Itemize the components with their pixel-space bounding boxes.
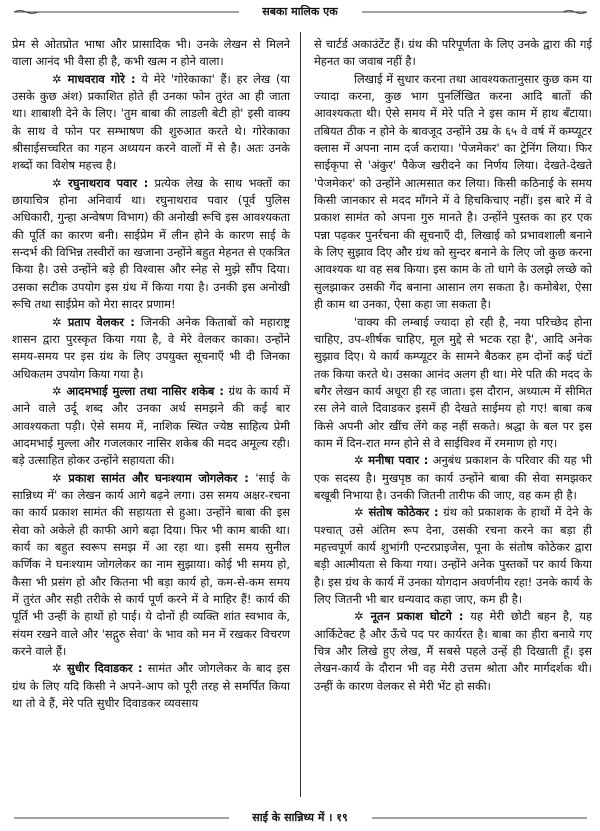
section-paragraph (12, 470, 290, 661)
paragraph-text: ग्रंथ के कार्य में आने वाले उर्दू शब्द और उनका अर्थ समझने की कई बार आवश्यकता पड़ी। ऐसे समय में, नाशिक स्थित ज्येष्ठ साहित्य प्रेमी आदमभाई मुल्ला और गजलकार नासिर शकेब की मदद अमूल्य रही। बड़े उत्साहित होकर उन्होंने सहायता की। (12, 383, 290, 468)
body-paragraph (314, 314, 592, 453)
paragraph-text: अनुबंध प्रकाशन के परिवार की यह भी एक सदस्य है। मुखपृष्ठ का कार्य उन्होंने बाबा की सेवा समझकर बखूबी निभाया है। उनकी जितनी तारीफ की जाए, वह कम ही है। (314, 453, 592, 502)
paragraph-text: यह मेरी छोटी बहन है, यह आर्किटेक्ट है और ऊँचे पद पर कार्यरत है। बाबा का हीरा बनाये गए चित्र और लिखे हुए लेख, मैं सबसे पहले उन्हें ही दिखाती हूँ। इस लेखन-कार्य के दौरान भी वह मेरी उत्तम श्रोता और मार्गदर्शक थी। उन्हीं के कारण वेलकर से मेरी भेंट हो सकी। (314, 609, 592, 693)
paragraph-text: सामंत और जोगलेकर के बाद इस ग्रंथ के लिए यदि किसी ने अपने-आप को पूरी तरह से समर्पित किया था तो वे हैं, मेरे पति सुधीर दिवाडकर व्यवसाय (12, 661, 291, 711)
section-heading: ✲ आदमभाई मुल्ला तथा नासिर शकेब : (52, 383, 224, 398)
page-header-title: सबका मालिक एक (262, 5, 338, 18)
section-heading: ✲ संतोष कोठेकर : (354, 505, 439, 520)
body-paragraph (314, 36, 592, 71)
section-paragraph (12, 383, 290, 470)
paragraph-text: ग्रंथ को प्रकाशक के हाथों में देने के पश्चात् उसे अंतिम रूप देना, उसकी रचना करने का बड़ा ही महत्त्वपूर्ण कार्य शुभांगी एन्टरप्राइजेस, पूना के संतोष कोठेकर द्वारा बड़ी आत्मीयता से किया गया। उन्होंने अनेक पुस्तकों पर कार्य किया है। इस ग्रंथ के कार्य में उनका योगदान अवर्णनीय रहा! उनके कार्य के लिए जितनी भी बार धन्यवाद कहा जाए, कम ही है। (314, 505, 592, 606)
section-heading: ✲ प्रकाश सामंत और घनःश्याम जोगलेकर : (52, 470, 249, 485)
section-heading: ✲ प्रताप वेलकर : (52, 314, 135, 329)
paragraph-text: जिनकी अनेक किताबों को महाराष्ट्र शासन द्वारा पुरस्कृत किया गया है, वे मेरे वेलकर काका। उन्होंने समय-समय पर इस ग्रंथ के लिए उपयुक्त सूचनाएँ भी दी जिनका अधिकतम उपयोग किया गया है। (12, 314, 290, 381)
section-paragraph (12, 660, 290, 712)
left-column (12, 36, 290, 712)
body-paragraph (314, 71, 592, 314)
section-heading: ✲ माधवराव गोरे : (52, 71, 136, 86)
paragraph-text: ये मेरे 'गोरेकाका' हैं। हर लेख (या उसके कुछ अंश) प्रकाशित होते ही उनका फोन तुरंत आ ही जाता था। शाबाशी देने के लिए। 'तुम बाबा की लाडली बेटी हो' इसी वाक्य के साथ वे फोन पर सम्भाषण की शुरुआत करते थे। गोरेकाका श्रीसाईसच्चरित का गहन अध्ययन करने वालों में से है। अतः उनके शब्दों का विशेष महत्त्व है। (12, 71, 290, 173)
paragraph-text: 'वाक्य की लम्बाई ज्यादा हो रही है, नया परिच्छेद होना चाहिए, उप-शीर्षक चाहिए, मूल मुद्दे से भटक रहा है', आदि अनेक सुझाव दिए। ये कार्य कम्प्यूटर के सामने बैठकर हम दोनों कई घंटों तक किया करते थे। उसका आनंद अलग ही था। मेरे पति की मदद के बगैर लेखन कार्य अधूरा ही रह जाता। इस दौरान, अध्यात्म में सीमित रस लेने वाले दिवाडकर इसमें ही देखते साईमय हो गए! बाबा कब किसे अपनी ओर खींच लेंगे कह नहीं सकते। श्रद्धा के बल पर इस काम में दिन-रात मग्न होने से वे साईविश्व में रममाण हो गए। (314, 314, 592, 450)
body-paragraph (12, 36, 290, 71)
footer-ornament-right (372, 815, 587, 821)
section-paragraph (314, 504, 592, 608)
section-heading: ✲ रघुनाथराव पवार : (52, 175, 149, 190)
section-paragraph (314, 608, 592, 695)
paragraph-text: 'साई के सान्निध्य में' का लेखन कार्य आगे बढ़ने लगा। उस समय अक्षर-रचना का कार्य प्रकाश सामंत की सहायता से हुआ। उन्होंने बाबा की इस सेवा को अकेले ही काफी आगे बढ़ा दिया। फिर भी काम बाकी था। कार्य का बहुत स्वरूप समझ में आ रहा था। इसी समय सुनील कर्णिक ने घनःश्याम जोगलेकर का नाम सुझाया। कोई भी समय हो, कैसा भी प्रसंग हो और कितना भी बड़ा कार्य हो, कम-से-कम समय में तुरंत और सही तरीके से कार्य पूर्ण करने में वे माहिर हैं! कार्य की पूर्ति भी उन्हीं के हाथों हो पाई। ये दोनों ही व्यक्ति शांत स्वभाव के, संयम रखने वाले और 'सद्गुरु सेवा' के भाव को मन में रखकर विचरण करने वाले हैं। (12, 470, 290, 659)
paragraph-text: लिखाई में सुधार करना तथा आवश्यकतानुसार कुछ कम या ज्यादा करना, कुछ भाग पुनर्लिखित करना आदि बातों की आवश्यकता थी। ऐसे समय में मेरे पति ने इस काम में हाथ बँटाया। तबियत ठीक न होने के बावजूद उन्होंने उम्र के ६५ वे वर्ष में कम्प्यूटर क्लास में अपना नाम दर्ज कराया। 'पेजमेकर' का ट्रेनिंग लिया। फिर साईकृपा से 'अंकुर' पैकेज खरीदने का निर्णय लिया। देखते-देखते 'पेजमेकर' को उन्होंने आत्मसात कर लिया। किसी कठिनाई के समय किसी जानकार से मदद माँगने में वे हिचकिचाए नहीं। इस बारे में वे प्रकाश सामंत को अपना गुरु मानते है। उन्होंने पुस्तक का हर एक पन्ना पढ़कर पुनर्रचना की सूचनाएँ दी, लिखाई को प्रभावशाली बनाने के लिए सुझाव दिए और ग्रंथ को सुन्दर बनाने के लिए जो कुछ करना आवश्यक था वह सब किया। इस काम के तो धागे के उलझे लच्छे को सुलझाकर उसकी गेंद बनाना आसान लग सकता है। कमोबेश, ऐसा ही काम था उनका, ऐसा कहा जा सकता है। (314, 71, 592, 312)
section-paragraph (12, 314, 290, 383)
section-heading: ✲ नूतन प्रकाश घोटगे : (354, 609, 464, 624)
section-heading: ✲ मनीषा पवार : (354, 453, 429, 468)
header-ornament-right (362, 9, 587, 15)
column-divider (300, 32, 301, 797)
section-heading: ✲ सुधीर दिवाडकर : (52, 661, 143, 676)
section-paragraph (12, 175, 290, 314)
section-paragraph (12, 71, 290, 175)
paragraph-text: प्रत्येक लेख के साथ भक्तों का छायाचित्र होना अनिवार्य था। रघुनाथराव पवार (पूर्व पुलिस अधिकारी, गुन्हा अन्वेषण विभाग) की अनोखी रूचि इस आवश्यकता की पूर्ति का कारण बनी। साईप्रेम में लीन होने के कारण साई के सन्दर्भ की विभिन्न तस्वीरों का खजाना उन्होंने बहुत मेहनत से एकत्रित किया है। उसे उन्होंने बड़े ही विश्वास और स्नेह से मुझे सौंप दिया। उसका सटीक उपयोग इस ग्रंथ में किया गया है। उनकी इस अनोखी रूचि तथा साईप्रेम को मेरा सादर प्रणाम! (12, 175, 290, 312)
page-footer: साई के सान्निध्य में । १९ (252, 811, 348, 824)
paragraph-text: से चार्टर्ड अकाउंटेंट हैं। ग्रंथ की परिपूर्णता के लिए उनके द्वारा की गई मेहनत का जवाब नहीं है। (314, 37, 592, 69)
paragraph-text: प्रेम से ओतप्रोत भाषा और प्रासादिक भी। उनके लेखन से मिलने वाला आनंद भी वैसा ही है, कभी खत्म न होने वाला। (12, 37, 290, 69)
right-column (314, 36, 592, 695)
section-paragraph (314, 452, 592, 504)
